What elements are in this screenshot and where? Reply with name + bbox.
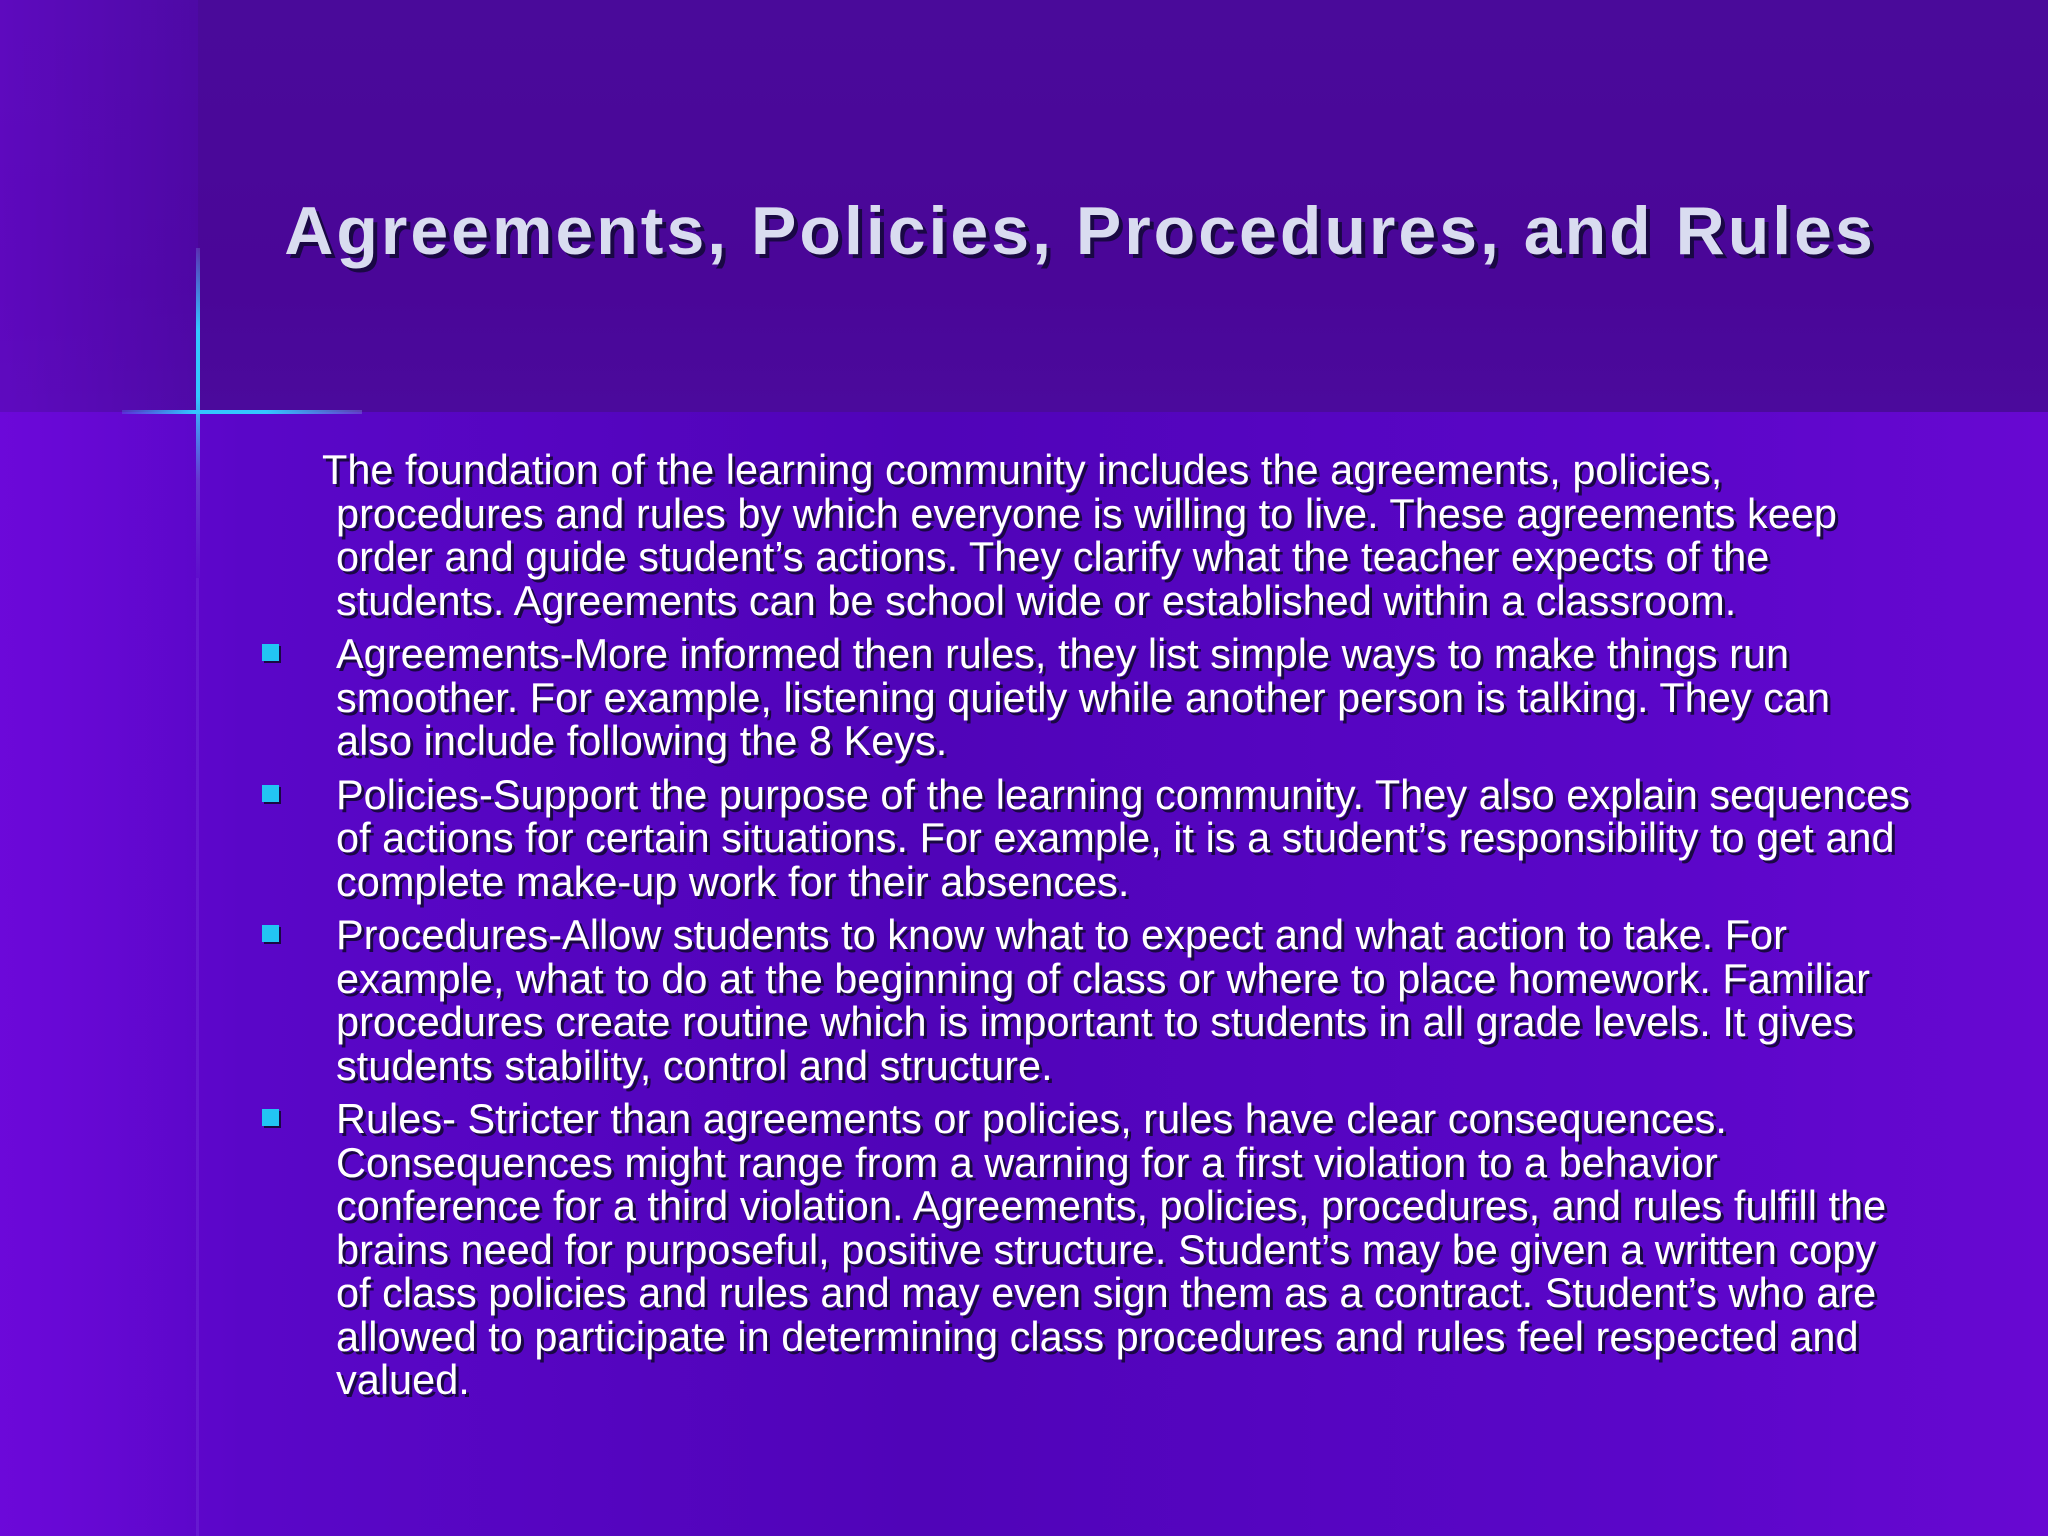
bullet-text: Policies-Support the purpose of the learning community. They also explain sequences of actions for certain situations. For example, it is a student’s responsibility to get and complete make-up work for their absences. (336, 770, 1911, 905)
square-bullet-icon (262, 785, 279, 802)
bullet-item-rules (256, 1097, 1916, 1402)
square-bullet-icon (262, 644, 279, 661)
bullet-item-policies (256, 770, 1916, 905)
intro-paragraph: The foundation of the learning community includes the agreements, policies, procedures and rules by which everyone is willing to live. These agreements keep order and guide student’s actions. They clarify what the teacher expects of the students. Agreements can be school wide or established within a classroom. (322, 446, 1837, 624)
slide-title: Agreements, Policies, Procedures, and Rules (284, 193, 1876, 269)
square-bullet-icon (262, 1109, 279, 1126)
bullet-item-procedures (256, 913, 1916, 1087)
square-bullet-icon (262, 925, 279, 942)
left-side-band (0, 0, 198, 1536)
bullet-item-agreements (256, 632, 1916, 763)
bullet-text: Procedures-Allow students to know what to expect and what action to take. For example, what to do at the beginning of class or where to place homework. Familiar procedures create routine which is important to students in all grade levels. It gives students stability, control and structure. (336, 911, 1870, 1089)
bullet-text: Rules- Stricter than agreements or policies, rules have clear consequences. Consequences might range from a warning for a first violation to a behavior conference for a third violation. Agreements, policies, procedures, and rules fulfill the brains need for purposeful, positive structure. Student’s may be given a written copy of class policies and rules and may even sign them as a contract. Student’s who are allowed to participate in determining class procedures and rules feel respected and valued. (336, 1095, 1887, 1403)
slide-body (256, 448, 1916, 1412)
decorative-cross-horizontal-line (122, 410, 362, 414)
decorative-vertical-rule (196, 578, 199, 1536)
bullet-text: Agreements-More informed then rules, they list simple ways to make things run smoother. For example, listening quietly while another person is talking. They can also include following the 8 Keys. (336, 630, 1831, 764)
